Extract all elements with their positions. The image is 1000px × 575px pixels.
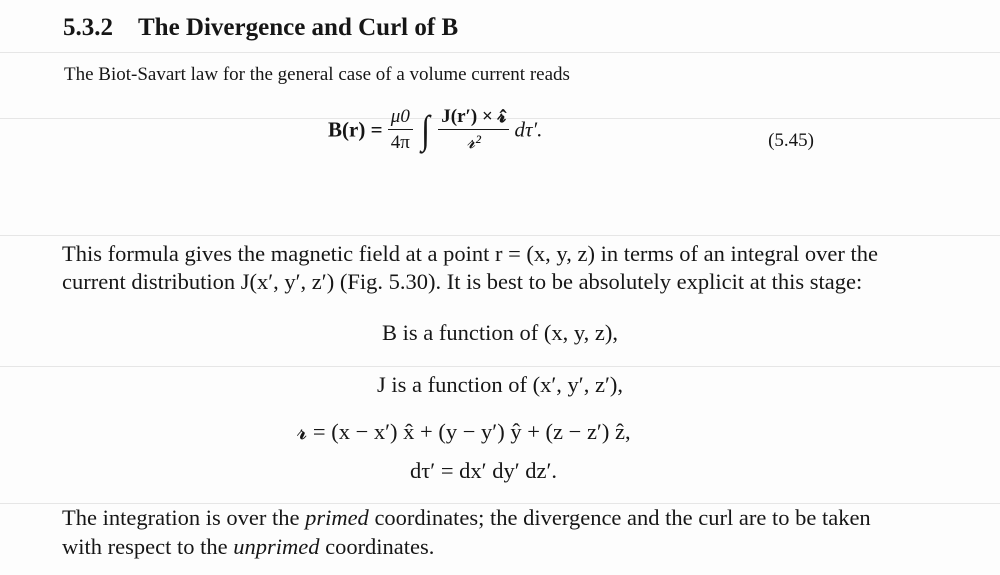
text-run: coordinates; the divergence and the curl are to be taken bbox=[368, 505, 871, 530]
emphasis: unprimed bbox=[233, 534, 320, 559]
page-rule bbox=[0, 235, 1000, 236]
page-rule bbox=[0, 52, 1000, 53]
integrand-fraction bbox=[438, 106, 509, 154]
integrand-numerator: J(r′) × 𝓻̂ bbox=[438, 106, 509, 130]
page-rule bbox=[0, 366, 1000, 367]
section-number: 5.3.2 bbox=[63, 14, 113, 41]
paragraph-line bbox=[62, 534, 434, 560]
text-run: coordinates. bbox=[319, 534, 435, 559]
paragraph-line: current distribution J(x′, y′, z′) (Fig. 5.30). It is best to be absolutely explicit at this stage: bbox=[62, 269, 863, 294]
integrand-denominator: 𝓻² bbox=[466, 131, 481, 153]
coefficient-denominator: 4π bbox=[390, 131, 410, 153]
text-run: with respect to the bbox=[62, 534, 234, 559]
page-rule bbox=[0, 503, 1000, 504]
section-title: The Divergence and Curl of B bbox=[138, 14, 459, 41]
equation-lhs: B(r) = bbox=[328, 117, 383, 142]
definition-b: B is a function of (x, y, z), bbox=[382, 320, 618, 345]
emphasis: primed bbox=[305, 505, 369, 530]
integral-sign: ∫ bbox=[421, 107, 430, 153]
text-run: The integration is over the bbox=[62, 505, 306, 530]
paragraph-line bbox=[62, 505, 871, 531]
paragraph-line: This formula gives the magnetic field at a point r = (x, y, z) in terms of an integral over the bbox=[62, 241, 878, 266]
equation-number: (5.45) bbox=[768, 130, 814, 151]
definition-separation-vector: 𝓻 = (x − x′) x̂ + (y − y′) ŷ + (z − z′) ẑ, bbox=[297, 419, 631, 444]
equation-biot-savart bbox=[328, 106, 542, 154]
coefficient-numerator: μ0 bbox=[388, 106, 413, 130]
coefficient-fraction bbox=[388, 106, 413, 154]
definition-j: J is a function of (x′, y′, z′), bbox=[377, 372, 623, 397]
equation-differential: dτ′. bbox=[514, 117, 543, 142]
intro-paragraph: The Biot-Savart law for the general case of a volume current reads bbox=[64, 64, 570, 85]
definition-volume-element: dτ′ = dx′ dy′ dz′. bbox=[410, 458, 558, 483]
section-heading bbox=[63, 14, 458, 42]
